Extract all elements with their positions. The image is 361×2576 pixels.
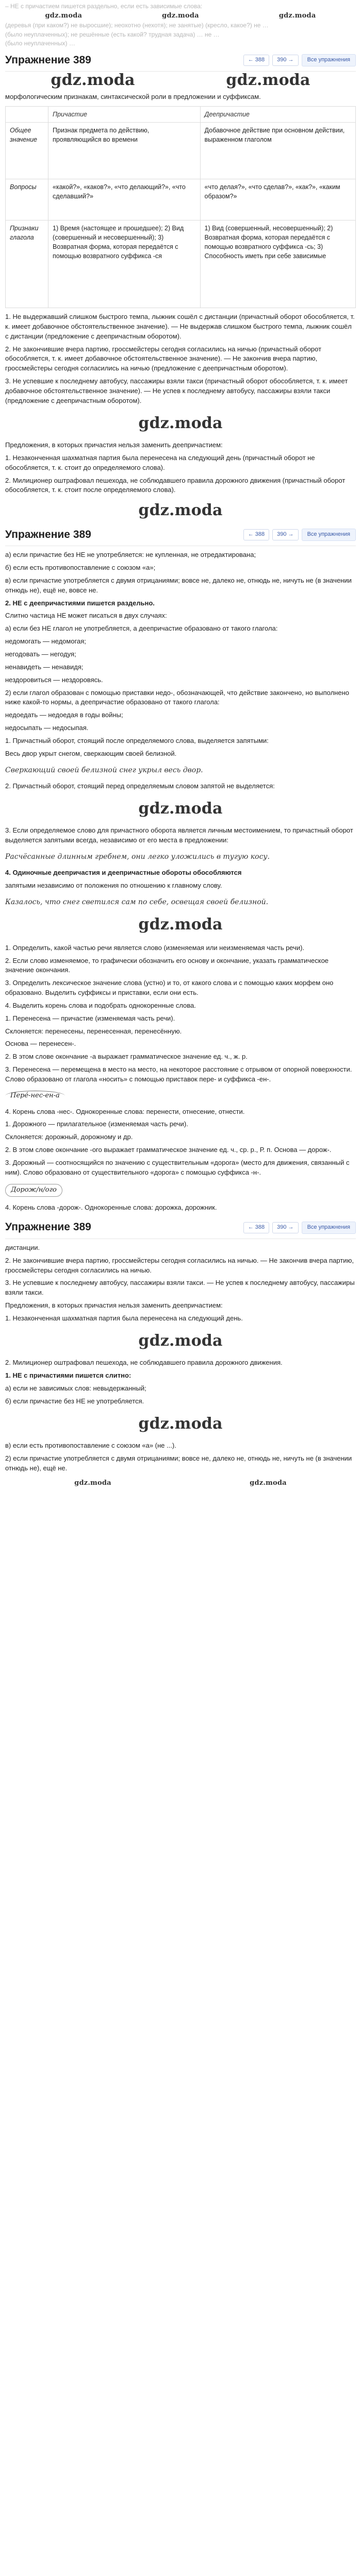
answer-part-1 [5,312,356,495]
next-number: 390 [277,56,287,63]
comparison-table [5,106,356,308]
watermark: gdz.moda [138,916,223,934]
paragraph: 3. Если определяемое слово для причастного оборота является личным местоимением, то причастный оборот выделяется запятыми всегда, независимо от его места в предложении: [5,826,353,844]
prev-exercise-button[interactable]: ← 388 [243,529,269,540]
paragraph: 2. Причастный оборот, стоящий перед определяемым словом запятой не выделяется: [5,782,275,790]
paragraph: 2. Милиционер оштрафовал пешехода, не соблюдавшего правила дорожного движения (причастный оборот обособляется, т. к. стоит после определяемого слова). [5,476,346,494]
exercise-header [5,1215,356,1239]
handwritten-sentence: Сверкающий своей белизной снег укрыл весь двор. [5,766,203,774]
paragraph: нездоровиться — нездоровясь. [5,675,103,684]
prev-number: 388 [255,56,265,63]
answer-part-3 [5,943,356,1213]
paragraph: Склоняется: перенесены, перенесенная, перенесённую. [5,1027,182,1035]
prev-exercise-button[interactable]: ← 388 [243,1222,269,1233]
paragraph: 3. Определить лексическое значение слова (устно) и то, от какого слова и с помощью каких морфем оно образовано. Выделить суффиксы и приставки, если они есть. [5,979,334,997]
morpheme-diagram: Дорож/н/ого [5,1184,62,1197]
paragraph: 2. Если слово изменяемое, то графически обозначить его основу и окончание, указать грамматическое значение окончания. [5,956,329,974]
next-exercise-button[interactable]: 390 → [272,55,298,66]
table-row [6,179,356,220]
watermark: gdz.moda [278,11,316,20]
watermark: gdz.moda [138,501,223,520]
paragraph: в) если есть противопоставление с союзом «а» (не ...). [5,1442,176,1450]
next-exercise-button[interactable]: 390 → [272,1222,298,1233]
exercise-nav [243,529,356,541]
paragraph: Слитно частица НЕ может писаться в двух случаях: [5,612,167,620]
watermark: gdz.moda [45,11,83,20]
watermark: gdz.moda [226,71,310,90]
prev-number: 388 [255,1224,265,1230]
table-cell: Общее значение [6,122,48,179]
paragraph: б) если есть противопоставление с союзом «а»; [5,564,156,572]
paragraph: 1. Не выдержавший слишком быстрого темпа, лыжник сошёл с дистанции (причастный оборот обособляется, т. к. имеет добавочное обстоятельственное значение). — Не выдержав слишком быстрого темпа, лыжник сошёл с дистанции (предложение с деепричастным оборотом). [5,312,355,340]
intro-text: морфологическим признакам, синтаксической роли в предложении и суффиксам. [5,93,261,100]
table-cell: 1) Время (настоящее и прошедшее); 2) Вид (совершенный и несовершенный); 3) Возвратная форма, которая передаётся с помощью возвратного суффикса -ся [48,220,201,308]
table-cell: «какой?», «каков?», «что делающий?», «что сделавший?» [48,179,201,220]
exercise-header [5,523,356,546]
table-header: Причастие [48,106,201,122]
paragraph: 3. Перенесена — перемещена в место на место, на некоторое расстояние с отрывом от опорной поверхности. Слово образовано от глагола «носить» с помощью приставок пере- и суффикса -ен-. [5,1065,352,1083]
paragraph: негодовать — негодуя; [5,650,76,658]
paragraph: 4. Корень слова -нес-. Однокоренные слова: перенести, отнесение, отнести. [5,1107,245,1115]
morpheme-diagram: Пере́-нес-ен-а [5,1091,65,1101]
watermark: gdz.moda [74,1479,111,1487]
table-cell: Признаки глагола [6,220,48,308]
table-header [6,106,48,122]
prev-number: 388 [255,531,265,538]
paragraph: 3. Дорожный — соотносящийся по значению с существительным «дорога» (место для движения, связанный с ним). Слово образовано от существительного «дорога» с помощью суффикса -н-. [5,1159,350,1176]
paragraph: 2. В этом слове окончание -а выражает грамматическое значение ед. ч., ж. р. [5,1053,248,1061]
watermark: gdz.moda [250,1479,287,1487]
paragraph: 1. Перенесена — причастие (изменяемая часть речи). [5,1014,175,1022]
all-exercises-button[interactable]: Все упражнения [302,529,356,541]
paragraph: 1. НЕ с причастиями пишется слитно: [5,1371,132,1380]
next-number: 390 [277,531,287,538]
paragraph: 4. Корень слова -дорож-. Однокоренные слова: дорожка, дорожник. [5,1203,217,1211]
watermark: gdz.moda [138,1414,223,1433]
watermark: gdz.moda [51,71,135,90]
paragraph: запятыми независимо от положения по отношению к главному слову. [5,882,222,890]
paragraph: недоедать — недоедая в годы войны; [5,711,123,719]
paragraph: Основа — перенесен-. [5,1040,76,1048]
table-cell: Добавочное действие при основном действии, выраженном глаголом [200,122,355,179]
paragraph: 1. Дорожного — прилагательное (изменяемая часть речи). [5,1120,188,1128]
handwritten-sentence: Расчёсанные длинным гребнем, они легко уложились в тугую косу. [5,852,270,861]
paragraph: 2. В этом слове окончание -ого выражает грамматическое значение ед. ч., ср. р., Р. п. Основа — дорож-. [5,1146,332,1154]
next-number: 390 [277,1224,287,1230]
paragraph: недосыпать — недосыпая. [5,724,89,732]
exercise-nav [243,54,356,66]
watermark: gdz.moda [138,414,223,432]
table-cell: «что делая?», «что сделав?», «как?», «каким образом?» [200,179,355,220]
paragraph: 1. Причастный оборот, стоящий после определяемого слова, выделяется запятыми: [5,736,269,744]
paragraph: дистанции. [5,1243,40,1251]
paragraph: а) если причастие без НЕ не употребляется: не купленная, не отредактирована; [5,551,256,559]
answer-part-2 [5,550,356,910]
all-exercises-button[interactable]: Все упражнения [302,1222,356,1234]
paragraph: 1. Определить, какой частью речи является слово (изменяемая или неизменяемая часть речи). [5,943,305,952]
handwritten-sentence: Казалось, что снег светился сам по себе, освещая своей белизной. [5,897,269,906]
paragraph: 2) если глагол образован с помощью приставки недо-, обозначающей, что действие закончено, но выполнено ниже какой-то нормы, а деепричастие образовано от такого глагола: [5,688,350,706]
paragraph: 1. Незаконченная шахматная партия была перенесена на следующий день. [5,1314,243,1322]
paragraph: Предложения, в которых причастия нельзя заменить деепричастием: [5,1301,223,1310]
watermark: gdz.moda [162,11,199,20]
paragraph: 2. Не закончившие вчера партию, гроссмейстеры сегодня согласились на ничью. — Не закончив вчера партию, гроссмейстеры сегодня согласились на ничью. [5,1256,354,1274]
table-header: Деепричастие [200,106,355,122]
paragraph: в) если причастие употребляется с двумя отрицаниями; вовсе не, далеко не, отнюдь не, ничуть не (в значении отнюдь не), ещё не, вовсе не. [5,576,352,594]
answer-part-4 [5,1243,356,1491]
exercise-title: Упражнение 389 [5,1221,91,1233]
paragraph: 4. Выделить корень слова и подобрать однокоренные слова. [5,1001,196,1009]
paragraph: а) если не зависимых слов: невыдержанный; [5,1384,146,1392]
exercise-title: Упражнение 389 [5,54,91,66]
paragraph: 2. Не закончившие вчера партию, гроссмейстеры сегодня согласились на ничью (причастный оборот обособляется, т. к. имеет добавочное обстоятельственное значение). — Не закончив вчера партию, гроссмейстеры сегодня согласились на ничью (предложение с деепричастным оборотом). [5,345,322,372]
top-fade-line: (деревья (при каком?) не выросшие); неохотно (нехотя); не занятые) (кресло, какое?) не … [5,22,269,29]
paragraph: недомогать — недомогая; [5,637,86,646]
paragraph: Весь двор укрыт снегом, сверкающим своей белизной. [5,749,177,757]
table-cell: Признак предмета по действию, проявляющийся во времени [48,122,201,179]
top-fade-line: – НЕ с причастием пишется раздельно, если есть зависимые слова: [5,3,203,10]
paragraph: 3. Не успевшие к последнему автобусу, пассажиры взяли такси (причастный оборот обособляется, т. к. имеет добавочное обстоятельственное значение). — Не успев к последнему автобусу, пассажиры взяли такси (предложение с деепричастным оборотом). [5,377,348,404]
exercise-header [5,48,356,72]
watermark: gdz.moda [138,799,223,818]
exercise-nav [243,1222,356,1234]
watermark: gdz.moda [138,1331,223,1350]
top-fade-line: (было неуплаченных); не решённые (есть какой? трудная задача) … не … [5,30,220,38]
next-exercise-button[interactable]: 390 → [272,529,298,540]
table-row [6,122,356,179]
prev-exercise-button[interactable]: ← 388 [243,55,269,66]
paragraph: а) если без НЕ глагол не употребляется, а деепричастие образовано от такого глагола: [5,624,278,633]
table-header-row [6,106,356,122]
exercise-title: Упражнение 389 [5,528,91,540]
paragraph: 2. НЕ с деепричастиями пишется раздельно. [5,599,155,607]
paragraph: б) если причастие без НЕ не употребляется. [5,1397,144,1405]
paragraph: ненавидеть — ненавидя; [5,663,84,671]
paragraph: 2) если причастие употребляется с двумя отрицаниями; вовсе не, далеко не, отнюдь не, ничуть не (в значении отнюдь не), ещё не. [5,1454,352,1472]
paragraph: 3. Не успевшие к последнему автобусу, пассажиры взяли такси. — Не успев к последнему автобусу, пассажиры взяли такси. [5,1279,355,1297]
paragraph: 4. Одиночные деепричастия и деепричастные обороты обособляются [5,869,242,877]
paragraph: 1. Незаконченная шахматная партия была перенесена на следующий день (причастный оборот не обособляется, т. к. стоит до определяемого слова). [5,453,315,471]
top-fade-line: (было неуплаченных) … [5,40,75,47]
table-cell: Вопросы [6,179,48,220]
paragraph: Склоняется: дорожный, дорожному и др. [5,1133,133,1141]
paragraph: 2. Милиционер оштрафовал пешехода, не соблюдавшего правила дорожного движения. [5,1359,283,1367]
table-cell: 1) Вид (совершенный, несовершенный); 2) Возвратная форма, которая передаётся с помощью возвратного суффикса -сь; 3) Способность иметь при себе зависимые [200,220,355,308]
paragraph: Предложения, в которых причастия нельзя заменить деепричастием: [5,441,223,449]
all-exercises-button[interactable]: Все упражнения [302,54,356,66]
top-fade-block [5,0,356,48]
table-row [6,220,356,308]
